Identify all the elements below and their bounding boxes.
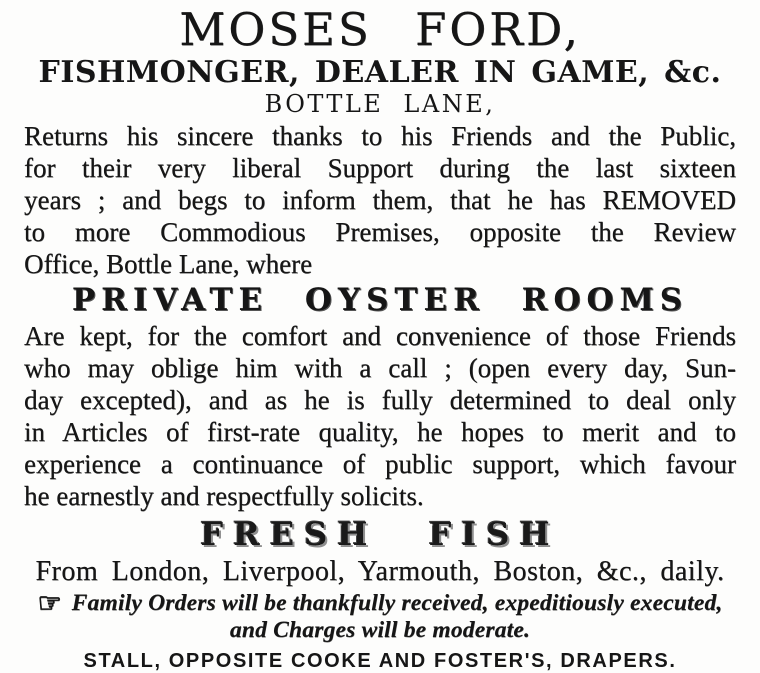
stall-location-line: STALL, OPPOSITE COOKE AND FOSTER'S, DRAPERS. [83,650,677,672]
paragraph-line: Returns his sincere thanks to his Friends and the Public, [24,121,736,151]
paragraph-line: for their very liberal Support during the last sixteen [24,153,736,183]
paragraph-line: in Articles of first-rate quality, he hopes to merit and to [24,417,736,447]
trade-description: FISHMONGER, DEALER IN GAME, &c. [38,55,722,90]
manicule-icon: ☞ [37,588,62,618]
paragraph-line: Office, Bottle Lane, where [24,249,313,279]
fresh-fish-heading: FRESH FISH [200,515,560,553]
family-orders-line-1 [24,590,736,617]
paragraph-line: years ; and begs to inform them, that he has REMOVED [24,185,736,215]
oyster-paragraph [24,320,736,512]
family-orders-line-2: and Charges will be moderate. [229,617,531,643]
supply-cities-line: From London, Liverpool, Yarmouth, Boston, &c., daily. [35,556,725,587]
intro-paragraph [24,120,736,280]
address-line: BOTTLE LANE, [264,90,496,118]
advertiser-name: MOSES FORD, [179,3,581,56]
paragraph-line: day excepted), and as he is fully determined to deal only [24,385,736,415]
family-orders-note [24,590,736,644]
paragraph-line: Are kept, for the comfort and convenience of those Friends [24,321,736,351]
paragraph-line: experience a continuance of public support, which favour [24,449,736,479]
paragraph-line: he earnestly and respectfully solicits. [24,481,424,511]
oyster-rooms-heading: PRIVATE OYSTER ROOMS [71,282,689,318]
family-orders-text: Family Orders will be thankfully received, expeditiously executed, [71,590,723,616]
paragraph-line: to more Commodious Premises, opposite the Review [24,217,736,247]
paragraph-line: who may oblige him with a call ; (open every day, Sun- [24,353,736,383]
